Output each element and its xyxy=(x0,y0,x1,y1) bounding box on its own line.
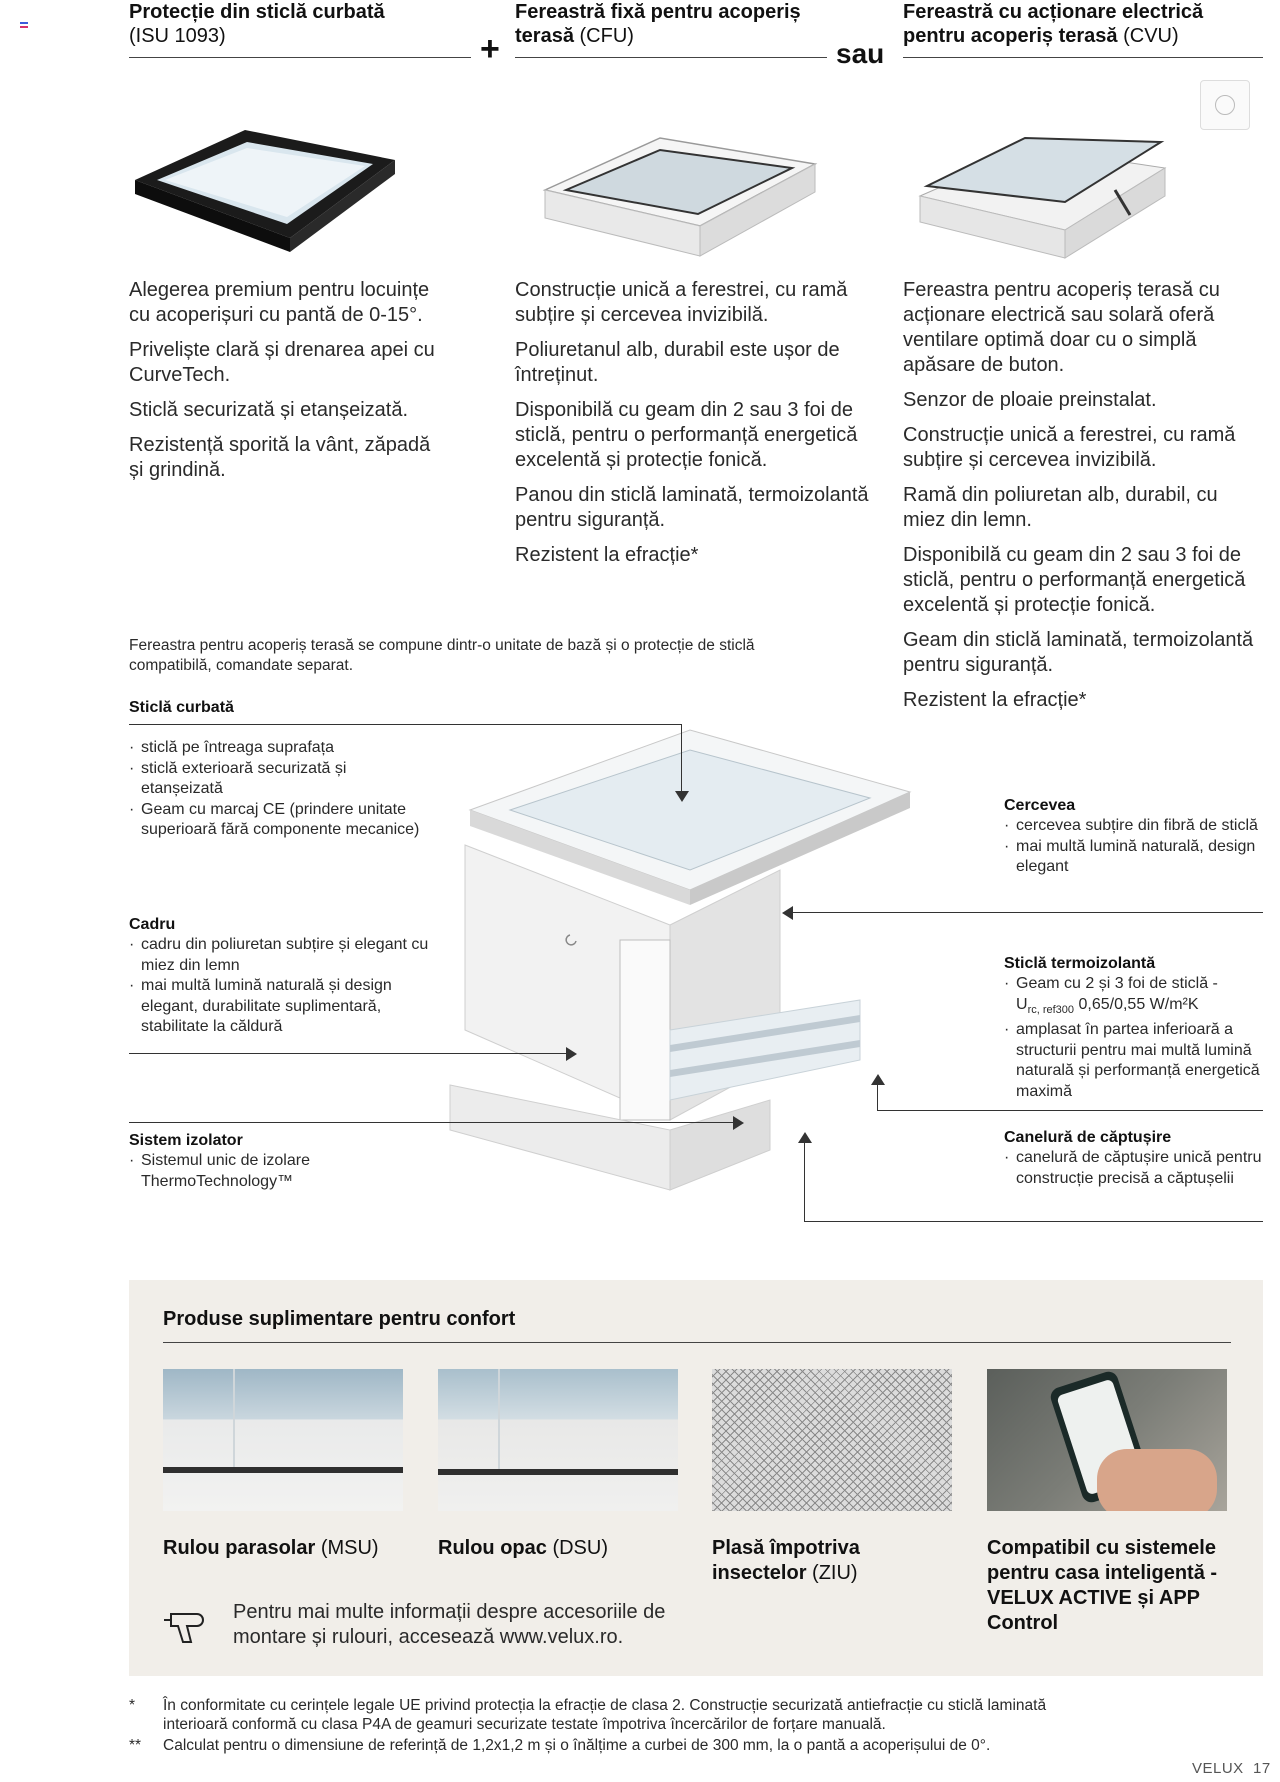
col3-paragraph: Fereastra pentru acoperiș terasă cu acționare electrică sau solară oferă ventilare optimă doar cu o simplă apăsare de buton. xyxy=(903,279,1220,376)
leader-line xyxy=(129,1122,733,1123)
leader-arrow-icon xyxy=(733,1116,744,1130)
callout-thermal-glass xyxy=(1004,954,1266,1102)
plus-sign: + xyxy=(480,30,500,68)
smart-home-phone-image xyxy=(987,1369,1227,1511)
rain-sensor-icon xyxy=(1200,80,1250,130)
callout-title: Sticlă termoizolantă xyxy=(1004,955,1156,972)
leader-line xyxy=(793,912,1263,913)
col1-paragraph: Sticlă securizată și etanșeizată. xyxy=(129,399,409,421)
product-title-dsu: Rulou opac (DSU) xyxy=(438,1537,608,1559)
leader-line xyxy=(129,1053,566,1054)
callout-title: Cadru xyxy=(129,916,176,933)
col1-paragraph: Priveliște clară și drenarea apei cu CurveTech. xyxy=(129,339,435,386)
callout-item: · sticlă exterioară securizată și etanșeizată xyxy=(129,759,429,800)
callout-item: · mai multă lumină naturală și design elegant, durabilitate suplimentară, stabilitate la căldură xyxy=(129,976,439,1038)
column-3-description xyxy=(903,278,1265,723)
col3-paragraph: Senzor de ploaie preinstalat. xyxy=(903,389,1157,411)
page-number: 17 xyxy=(1253,1760,1271,1777)
fixed-window-illustration xyxy=(540,130,820,260)
column-1-rule xyxy=(129,57,471,58)
callout-curved-glass xyxy=(129,698,459,718)
footnote-mark: ** xyxy=(129,1737,142,1754)
page-footer xyxy=(1192,1760,1271,1777)
extras-heading: Produse suplimentare pentru confort xyxy=(163,1308,516,1330)
column-2-code: (CFU) xyxy=(579,25,634,47)
col2-paragraph: Disponibilă cu geam din 2 sau 3 foi de sticlă, pentru o performanță energetică excelentă și protecție fonică. xyxy=(515,399,858,471)
callout-title: Cercevea xyxy=(1004,797,1076,814)
column-3-title xyxy=(903,0,1233,48)
col2-paragraph: Poliuretanul alb, durabil este ușor de întreținut. xyxy=(515,339,840,386)
callout-item: · Sistemul unic de izolare ThermoTechnology™ xyxy=(129,1151,369,1192)
leader-line xyxy=(804,1221,1263,1222)
curved-glass-illustration xyxy=(125,120,405,260)
column-3-rule xyxy=(903,57,1263,58)
callout-item: · Geam cu 2 și 3 foi de sticlă - $U_{rc, ref300}$ 0,65/0,55 W/m²K xyxy=(1004,974,1266,1020)
insect-screen-image xyxy=(712,1369,952,1511)
column-3-name: Fereastră cu acționare electrică pentru acoperiș terasă xyxy=(903,1,1204,47)
footnote-text: Calculat pentru o dimensiune de referință de 1,2x1,2 m și o înălțime a curbei de 300 mm, la o pantă a acoperișului de 0°. xyxy=(163,1737,991,1754)
footnote-mark: * xyxy=(129,1697,136,1714)
col2-paragraph: Construcție unică a ferestrei, cu ramă subțire și cercevea invizibilă. xyxy=(515,279,848,326)
blackout-blind-image xyxy=(438,1369,678,1511)
leader-arrow-icon xyxy=(798,1132,812,1143)
product-title-msu: Rulou parasolar (MSU) xyxy=(163,1537,379,1559)
callout-item: · canelură de căptușire unică pentru construcție precisă a căptușelii xyxy=(1004,1148,1266,1189)
column-2-name: Fereastră fixă pentru acoperiș terasă xyxy=(515,1,801,47)
callout-curved-glass-list xyxy=(129,738,429,841)
callout-title: Sticlă curbată xyxy=(129,699,234,716)
column-1-code: (ISU 1093) xyxy=(129,25,226,47)
or-word: sau xyxy=(836,38,885,69)
leader-arrow-icon xyxy=(675,791,689,802)
column-2-rule xyxy=(515,57,827,58)
col3-paragraph: Ramă din poliuretan alb, durabil, cu miez din lemn. xyxy=(903,484,1218,531)
col3-paragraph: Disponibilă cu geam din 2 sau 3 foi de sticlă, pentru o performanță energetică excelentă și protecție fonică. xyxy=(903,544,1246,616)
leader-line xyxy=(877,1082,878,1110)
footnote xyxy=(129,1696,1259,1734)
callout-title: Canelură de căptușire xyxy=(1004,1129,1172,1146)
column-1-description xyxy=(129,278,449,493)
accessories-info-link[interactable]: Pentru mai multe informații despre accesoriile de montare și rulouri, accesează www.velux.ro. xyxy=(233,1601,666,1648)
column-3-code: (CVU) xyxy=(1123,25,1179,47)
column-1-name: Protecție din sticlă curbată xyxy=(129,1,385,23)
electric-window-illustration xyxy=(915,130,1175,260)
callout-item: · cadru din poliuretan subțire și elegant cu miez din lemn xyxy=(129,935,439,976)
col1-paragraph: Rezistență sporită la vânt, zăpadă și grindină. xyxy=(129,434,431,481)
callout-item: · sticlă pe întreaga suprafața xyxy=(129,738,429,759)
leader-line xyxy=(681,724,682,799)
col2-paragraph: Panou din sticlă laminată, termoizolantă pentru siguranță. xyxy=(515,484,869,531)
callout-frame xyxy=(129,915,459,1038)
callout-insulation xyxy=(129,1131,459,1192)
callout-sash xyxy=(1004,796,1264,878)
callout-lining-groove xyxy=(1004,1128,1266,1189)
sun-blind-image xyxy=(163,1369,403,1511)
brand-name: VELUX xyxy=(1192,1760,1244,1777)
drill-icon xyxy=(163,1606,211,1646)
leader-line xyxy=(877,1110,1263,1111)
leader-line xyxy=(804,1140,805,1222)
column-2-description xyxy=(515,278,875,578)
callout-item: · cercevea subțire din fibră de sticlă xyxy=(1004,816,1264,837)
leader-arrow-icon xyxy=(871,1074,885,1085)
composition-note: Fereastra pentru acoperiș terasă se compune dintr-o unitate de bază și o protecție de sticlă compatibilă, comandate separat. xyxy=(129,637,755,674)
product-title-smart-home: Compatibil cu sistemele pentru casa inteligentă - VELUX ACTIVE și APP Control xyxy=(987,1537,1218,1634)
col2-paragraph: Rezistent la efracție* xyxy=(515,544,699,566)
col1-paragraph: Alegerea premium pentru locuințe cu acoperișuri cu pantă de 0-15°. xyxy=(129,279,430,326)
col3-paragraph: Construcție unică a ferestrei, cu ramă subțire și cercevea invizibilă. xyxy=(903,424,1236,471)
col3-paragraph: Geam din sticlă laminată, termoizolantă pentru siguranță. xyxy=(903,629,1254,676)
callout-item: · Geam cu marcaj CE (prindere unitate superioară fără componente mecanice) xyxy=(129,800,429,841)
col3-paragraph: Rezistent la efracție* xyxy=(903,689,1087,711)
product-title-ziu: Plasă împotriva insectelor (ZIU) xyxy=(712,1537,860,1584)
extras-rule xyxy=(163,1342,1231,1343)
footnote xyxy=(129,1736,1259,1755)
leader-arrow-icon xyxy=(566,1047,577,1061)
column-2-title xyxy=(515,0,815,48)
menu-icon xyxy=(20,22,28,28)
extras-panel xyxy=(129,1280,1263,1676)
leader-arrow-icon xyxy=(782,906,793,920)
callout-item: · amplasat în partea inferioară a structurii pentru mai multă lumină naturală și performanță energetică maximă xyxy=(1004,1020,1266,1102)
callout-item: · mai multă lumină naturală, design elegant xyxy=(1004,837,1264,878)
column-1-title xyxy=(129,0,459,48)
footnote-text: În conformitate cu cerințele legale UE privind protecția la efracție de clasa 2. Construcție securizată antiefracție cu sticlă laminată interioară conformă cu clasa P4A de geamuri securizate testate împotriva încercărilor de forțare manuală. xyxy=(163,1697,1047,1733)
callout-title: Sistem izolator xyxy=(129,1132,243,1149)
leader-line xyxy=(129,724,681,725)
cross-section-illustration xyxy=(440,700,920,1220)
